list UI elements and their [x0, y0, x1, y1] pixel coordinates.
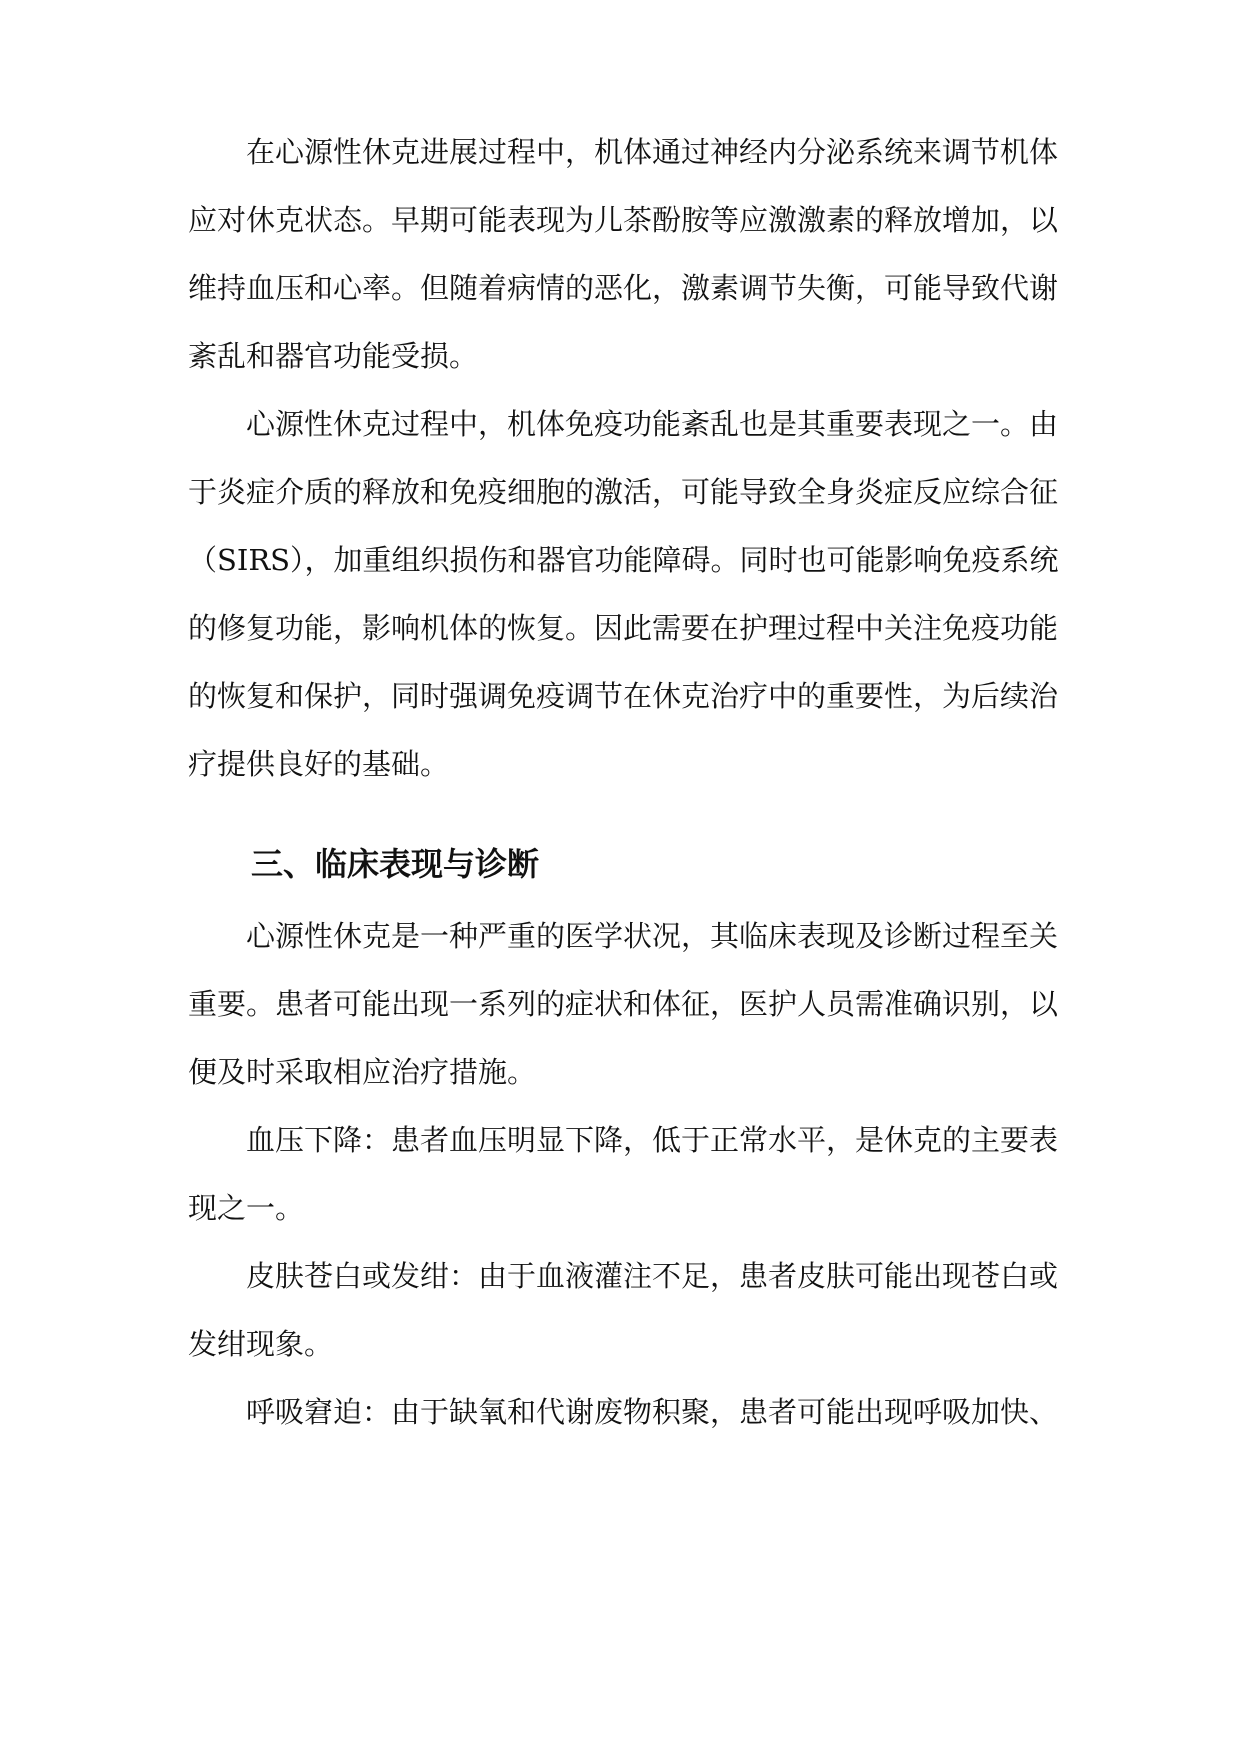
paragraph-4-line-2: 现之一。	[188, 1191, 305, 1225]
paragraph-2-line-6: 疗提供良好的基础。	[188, 747, 450, 781]
paragraph-2-line-3: （SIRS），加重组织损伤和器官功能障碍。同时也可能影响免疫系统	[188, 543, 1059, 577]
paragraph-2-line-1: 心源性休克过程中，机体免疫功能紊乱也是其重要表现之一。由	[246, 407, 1059, 441]
paragraph-1-line-2: 应对休克状态。早期可能表现为儿茶酚胺等应激激素的释放增加，以	[188, 203, 1059, 237]
paragraph-4-line-1: 血压下降：患者血压明显下降，低于正常水平，是休克的主要表	[246, 1123, 1059, 1157]
paragraph-1-line-1: 在心源性休克进展过程中，机体通过神经内分泌系统来调节机体	[246, 135, 1059, 169]
paragraph-2-line-5: 的恢复和保护，同时强调免疫调节在休克治疗中的重要性，为后续治	[188, 679, 1059, 713]
section-heading: 三、临床表现与诊断	[251, 845, 540, 883]
paragraph-1-line-4: 紊乱和器官功能受损。	[188, 339, 479, 373]
paragraph-6-line-1: 呼吸窘迫：由于缺氧和代谢废物积聚，患者可能出现呼吸加快、	[246, 1395, 1059, 1429]
paragraph-3-line-3: 便及时采取相应治疗措施。	[188, 1055, 537, 1089]
paragraph-3-line-1: 心源性休克是一种严重的医学状况，其临床表现及诊断过程至关	[246, 919, 1059, 953]
paragraph-2-line-4: 的修复功能，影响机体的恢复。因此需要在护理过程中关注免疫功能	[188, 611, 1059, 645]
paragraph-1-line-3: 维持血压和心率。但随着病情的恶化，激素调节失衡，可能导致代谢	[188, 271, 1059, 305]
paragraph-5-line-1: 皮肤苍白或发绀：由于血液灌注不足，患者皮肤可能出现苍白或	[246, 1259, 1059, 1293]
paragraph-3-line-2: 重要。患者可能出现一系列的症状和体征，医护人员需准确识别，以	[188, 987, 1059, 1021]
paragraph-5-line-2: 发绀现象。	[188, 1327, 334, 1361]
paragraph-2-line-2: 于炎症介质的释放和免疫细胞的激活，可能导致全身炎症反应综合征	[188, 475, 1059, 509]
